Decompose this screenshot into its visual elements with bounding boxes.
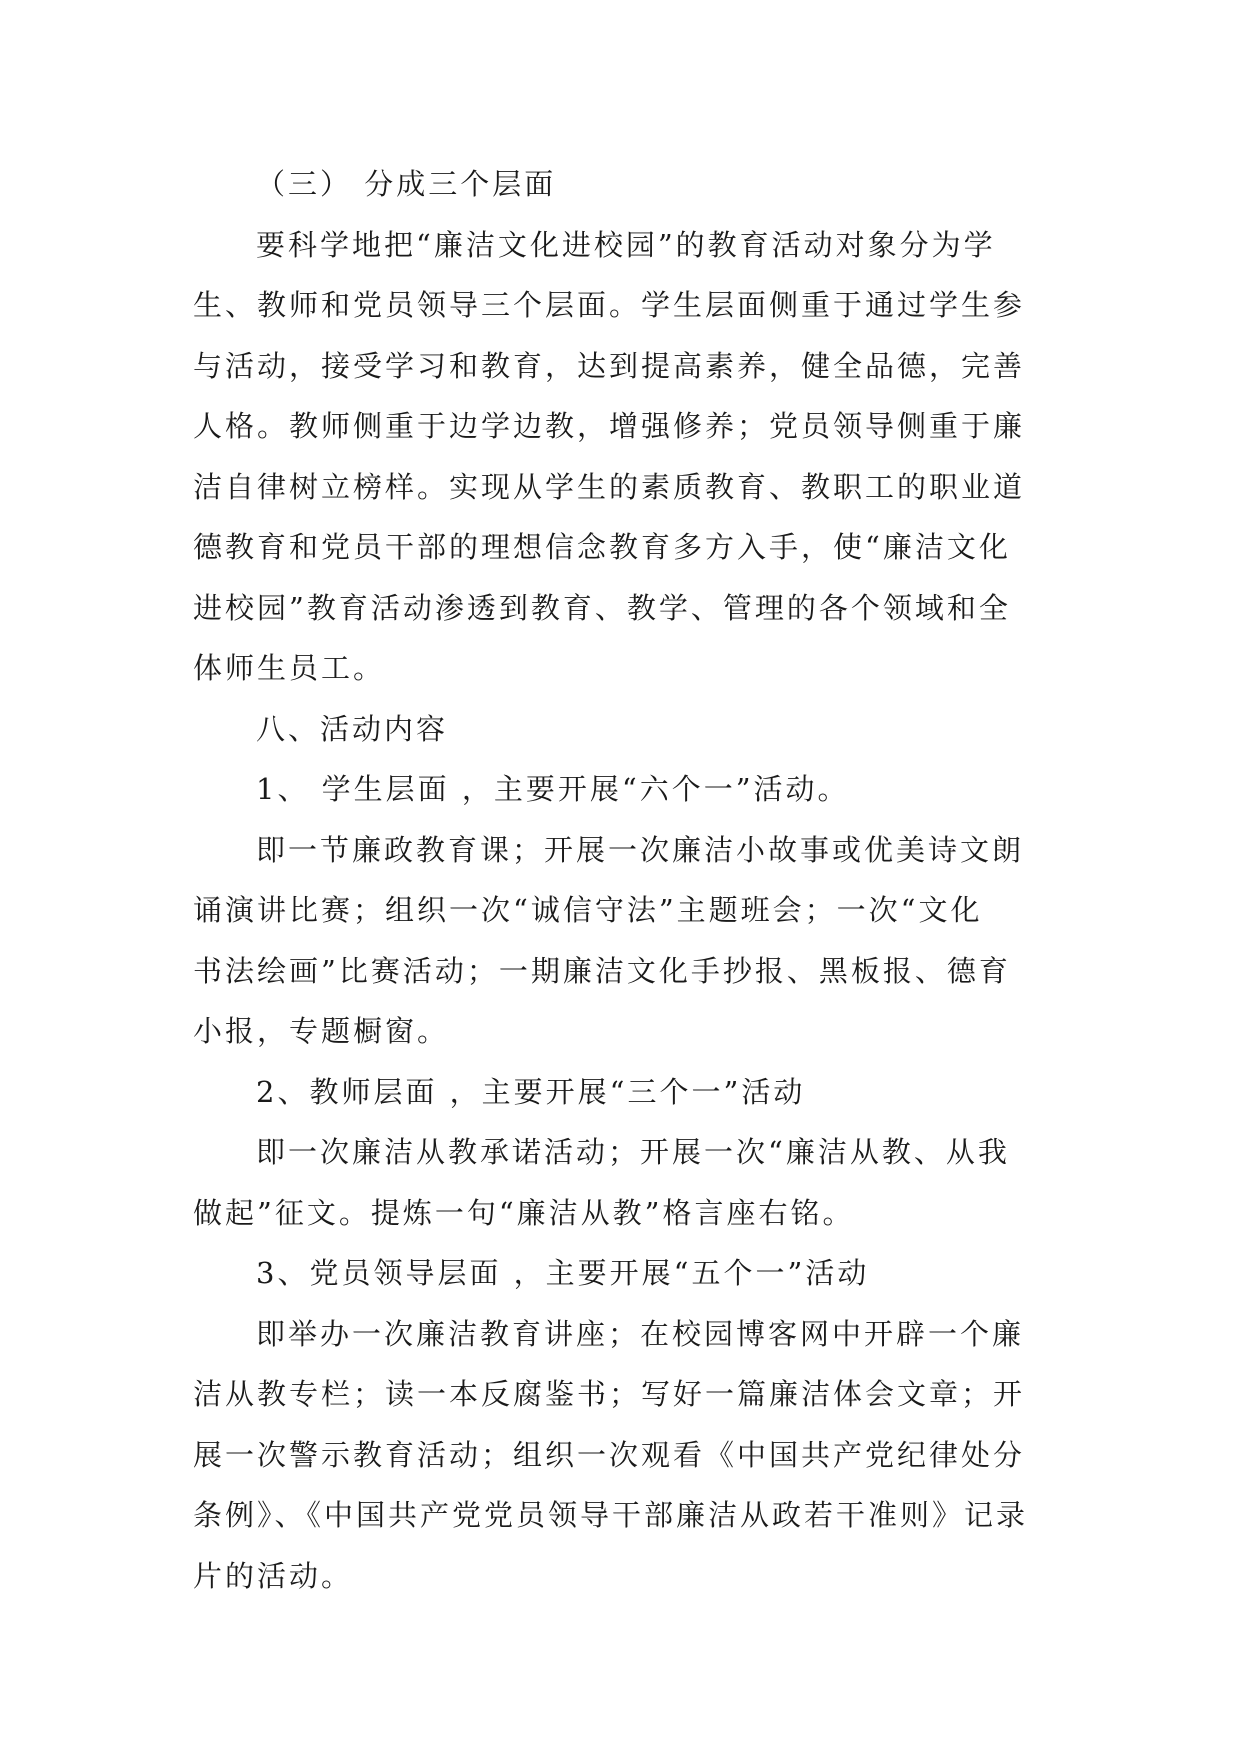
text-line: 八、活动内容 [256, 711, 449, 746]
text-line: 即一节廉政教育课；开展一次廉洁小故事或优美诗文朗 [256, 832, 1025, 867]
text-line: 条例》、《中国共产党党员领导干部廉洁从政若干准则》记录 [193, 1498, 1029, 1532]
text-line: 生、教师和党员领导三个层面。学生层面侧重于通过学生参 [193, 288, 1026, 322]
text-line: 做起”征文。提炼一句“廉洁从教”格言座右铭。 [193, 1195, 855, 1230]
document-body [193, 154, 1053, 1606]
text-line: 片的活动。 [193, 1558, 354, 1593]
text-line: 与活动，接受学习和教育，达到提高素养，健全品德，完善 [193, 348, 1026, 383]
text-line: 进校园”教育活动渗透到教育、教学、管理的各个领域和全 [193, 590, 1011, 625]
text-line: 即一次廉洁从教承诺活动；开展一次“廉洁从教、从我 [256, 1135, 1010, 1169]
text-line: 诵演讲比赛；组织一次“诚信守法”主题班会；一次“文化 [193, 893, 983, 927]
text-line: （三） 分成三个层面 [256, 167, 557, 201]
text-line: 洁从教专栏；读一本反腐鉴书；写好一篇廉洁体会文章；开 [193, 1377, 1026, 1411]
text-line: 要科学地把“廉洁文化进校园”的教育活动对象分为学 [256, 227, 996, 262]
text-line: 体师生员工。 [193, 651, 386, 685]
text-line: 人格。教师侧重于边学边教，增强修养；党员领导侧重于廉 [193, 409, 1026, 443]
text-line: 书法绘画”比赛活动；一期廉洁文化手抄报、黑板报、德育 [193, 953, 1011, 988]
text-line: 德教育和党员干部的理想信念教育多方入手，使“廉洁文化 [193, 530, 1011, 564]
text-line: 1、 学生层面 ，主要开展“六个一”活动。 [256, 772, 850, 806]
text-line: 3、党员领导层面 ，主要开展“五个一”活动 [256, 1256, 870, 1290]
text-line: 洁自律树立榜样。实现从学生的素质教育、教职工的职业道 [193, 469, 1026, 504]
text-line: 即举办一次廉洁教育讲座；在校园博客网中开辟一个廉 [256, 1316, 1025, 1351]
text-line: 2、教师层面 ，主要开展“三个一”活动 [256, 1074, 806, 1109]
text-line: 展一次警示教育活动；组织一次观看《中国共产党纪律处分 [193, 1437, 1026, 1472]
text-line: 小报，专题橱窗。 [193, 1014, 450, 1048]
